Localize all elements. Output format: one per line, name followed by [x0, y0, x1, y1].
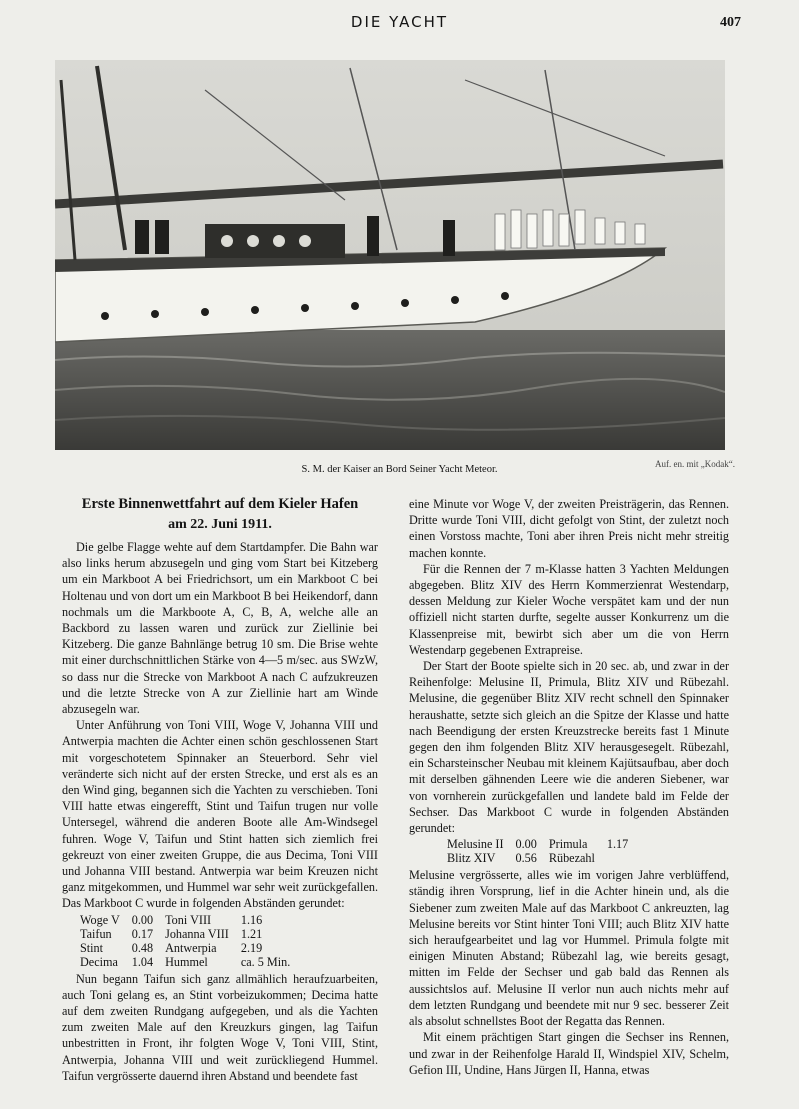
- table-cell: Antwerpia: [165, 940, 217, 955]
- page-number: 407: [720, 15, 741, 30]
- article-date: am 22. Juni 1911.: [168, 517, 272, 532]
- table-cell: ca. 5 Min.: [240, 954, 291, 969]
- running-header-title: DIE YACHT: [350, 13, 449, 31]
- table-row: [80, 913, 302, 927]
- table-cell: 0.48: [131, 940, 154, 955]
- table-cell: Blitz XIV: [447, 851, 496, 866]
- table-cell: Toni VIII: [165, 912, 212, 927]
- paragraph: eine Minute vor Woge V, der zweiten Preisträgerin, das Rennen. Dritte wurde Toni VIII, dicht gefolgt von Stint, der zuletzt noch einen Vorstoss machte, Toni aber ihren Preis nicht mehr streitig machen konnte.: [409, 497, 729, 560]
- left-column: [62, 496, 378, 1084]
- table-cell: Rübezahl: [548, 851, 595, 866]
- article-title: Erste Binnenwettfahrt auf dem Kieler Hafen: [81, 496, 359, 512]
- table-cell: 2.19: [240, 940, 263, 955]
- paragraph: Melusine vergrösserte, alles wie im vorigen Jahre verblüffend, ständig ihren Vorsprung, lief in die Achter hinein und, als die Siebener zum zweiten Male auf das Markboot C ankreuzten, lag Melusine bereits vor Stint hinter Toni VIII; auch Blitz XIV hatte sich heraufgearbeitet und lag vor Hummel. Primula folgte mit einigen Minuten Abstand; Rübezahl lag, wie bereits gesagt, mitten im Felde der Sechser und gab bald das Rennen als aussichtslos auf. Melusine II verlor nun auch nichts mehr auf dem letzten Rundgang und beendete mit nur 9 sec. besserer Zeit als absolut schnellstes Boot der Regatta das Rennen.: [409, 868, 729, 1029]
- table-cell: 1.17: [606, 837, 629, 852]
- table-cell: 0.00: [515, 837, 537, 852]
- table-cell: Johanna VIII: [165, 926, 229, 941]
- table-row: [80, 941, 302, 955]
- paragraph: Der Start der Boote spielte sich in 20 sec. ab, und zwar in der Reihenfolge: Melusine II, Primula, Blitz XIV und Rübezahl. Melusine, die gegenüber Blitz XIV recht schnell den Spinnaker heraushatte, setzte sich gleich an die Spitze der Klasse und hatte nach Beendigung der ersten Kreuzstrecke bereits fast 1 Minute gegen den ihm folgenden Blitz XIV herausgesegelt. Rübezahl, ein Scharsteinscher Neubau mit kleinem Kajütsaufbau, aber doch mit derselben gähnenden Leere wie die anderen Siebener, war von vornherein zurückgefallen und landete bald im Felde der Sechser. Das Markboot C wurde in folgenden Abständen gerundet:: [409, 659, 729, 836]
- table-cell: 1.16: [240, 912, 263, 927]
- table-row: [447, 851, 640, 865]
- table-cell: Woge V: [80, 912, 120, 927]
- photo-caption: S. M. der Kaiser an Bord Seiner Yacht Meteor.: [301, 464, 498, 475]
- paragraph: Mit einem prächtigen Start gingen die Sechser ins Rennen, und zwar in der Reihenfolge Harald II, Windspiel XIV, Schelm, Gefion III, Undine, Hans Jürgen II, Hanna, etwas: [409, 1030, 729, 1077]
- table-cell: Taifun: [80, 926, 112, 941]
- table-row: [80, 927, 302, 941]
- paragraph: Nun begann Taifun sich ganz allmählich heraufzuarbeiten, auch Toni gelang es, an Stint vorbeizukommen; Decima hatte auf dem zweiten Rundgang aufgegeben, und als die Yachten zum zweiten Male auf den Kreuzkurs gingen, lag Taifun unbestritten in Front, ihr folgten Woge V, Toni VIII, Stint, Antwerpia, Johanna VIII und weit zurückliegend Hummel. Taifun vergrösserte dauernd ihren Abstand und beendete fast: [62, 971, 378, 1083]
- table-row: [80, 955, 302, 969]
- table-row: [447, 837, 640, 851]
- table-cell: 0.56: [515, 851, 537, 866]
- table-cell: Hummel: [165, 954, 208, 969]
- right-column: [409, 496, 729, 1078]
- results-table-8m: [80, 913, 302, 969]
- photo-credit: Auf. en. mit „Kodak“.: [655, 459, 735, 469]
- table-cell: Primula: [548, 837, 588, 852]
- table-cell: 0.00: [131, 912, 154, 927]
- table-cell: 0.17: [131, 926, 154, 941]
- paragraph: Für die Rennen der 7 m-Klasse hatten 3 Yachten Meldungen abgegeben. Blitz XIV des Herrn Kommerzienrat Westendarp, dessen Meldung zur Kieler Woche verspätet kam und der nun offiziell nicht starten durfte, segelte ausser Konkurrenz um die Klassenpreise mit, bewirbt sich aber um die von Herrn Westendarp gegebenen Extrapreise.: [409, 561, 729, 657]
- table-cell: 1.04: [131, 954, 154, 969]
- table-cell: Stint: [80, 940, 104, 955]
- paragraph: Unter Anführung von Toni VIII, Woge V, Johanna VIII und Antwerpia machten die Achter einen schön geschlossenen Start mit vorgeschotetem Spinnaker an Steuerbord. Sehr viel veränderte sich nicht auf der ersten Strecke, und erst als es an den Wind ging, begannen sich die Yachten zu verschieben. Toni VIII hatte etwas eingerefft, Stint und Taifun trugen nur volle Untersegel, während die anderen Boote alle Am-Windsegel fuhren. Woge V, Taifun und Stint hatten sich ziemlich frei gekreuzt von einer zweiten Gruppe, die aus Decima, Toni VIII und Johanna VIII bestand. Antwerpia war beim Kreuzen nicht ganz mitgekommen, und Hummel war sehr weit zurückgefallen. Das Markboot C wurde in folgenden Abständen gerundet:: [62, 718, 378, 911]
- table-cell: Melusine II: [447, 837, 504, 852]
- table-cell: [607, 851, 640, 865]
- yacht-photo: [55, 60, 725, 450]
- results-table-7m: [447, 837, 640, 865]
- paragraph: Die gelbe Flagge wehte auf dem Startdampfer. Die Bahn war also links herum abzusegeln und ging vom Start bei Kitzeberg um ein Markboot A bei Friedrichsort, um ein Markboot C bei Holtenau und von dort um ein Markboot B bei Heikendorf, dann nochmals um die Markboote A, C, B, A, welche alle an Backbord zu lassen waren und zurück zur Ziellinie bei Kitzeberg. Die ganze Bahnlänge betrug 10 sm. Die Brise wehte mit einer durchschnittlichen Stärke von 4—5 m/sec. aus SWzW, so dass nur die Strecke von Markboot A nach C aufzukreuzen und die letzte Strecke von A zur Ziellinie hart am Winde abzusegeln war.: [62, 540, 378, 717]
- table-cell: Decima: [80, 954, 118, 969]
- table-cell: 1.21: [240, 926, 263, 941]
